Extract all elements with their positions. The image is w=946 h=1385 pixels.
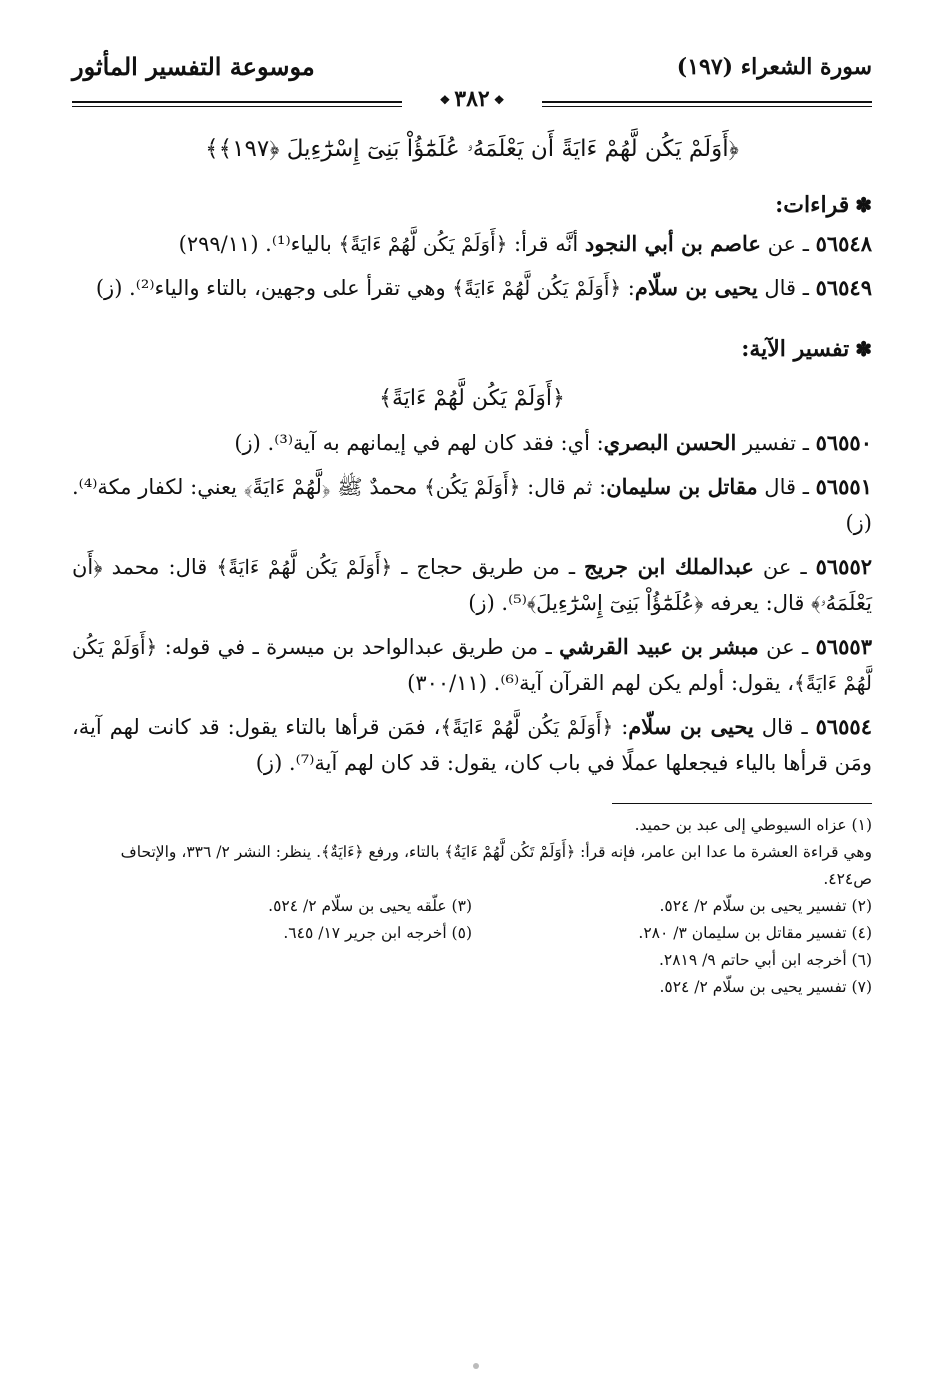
entry [72, 270, 872, 306]
entry-text: : [621, 276, 635, 300]
narrator-name: عبدالملك ابن جريج [584, 554, 754, 579]
entry-number: ٥٦٥٥١ [815, 474, 872, 499]
footnotes [72, 812, 872, 1001]
section-title: قراءات: [775, 192, 850, 218]
footnote: (٤) تفسير مقاتل بن سليمان ٣/ ٢٨٠. [638, 924, 872, 942]
entry-text: ـ عن [758, 635, 816, 659]
centered-verse: ﴿أَوَلَمْ يَكُن لَّهُمْ ءَايَةً﴾ [379, 386, 565, 411]
entry [72, 709, 872, 781]
page-header [72, 40, 872, 110]
entry-number: ٥٦٥٤٨ [815, 231, 872, 256]
entry-text: أنَّه قرأ: [507, 232, 585, 256]
entry-text: وهي تقرأ على وجهين، بالتاء والياء⁽²⁾. (ز) [95, 276, 453, 300]
entry-text: ـ تفسير [736, 431, 816, 455]
section-readings [72, 192, 872, 218]
entry-text: ـ من طريق عبدالواحد بن ميسرة ـ في قوله: [157, 635, 560, 659]
surah-title: سورة الشعراء (١٩٧) [676, 54, 872, 80]
page-mark [473, 1363, 479, 1369]
entry-number: ٥٦٥٥٣ [815, 634, 872, 659]
entry [72, 425, 872, 461]
footnote: (٣) علّقه يحيى بن سلّام ٢/ ٥٢٤. [268, 897, 472, 915]
entry [72, 549, 872, 621]
entry-text: ، يقول: أولم يكن لهم القرآن آية⁽⁶⁾. (٣٠٠/١١) [407, 671, 795, 695]
footnote: (١) عزاه السيوطي إلى عبد بن حميد. [634, 816, 872, 834]
ornament-icon: ❖ [439, 93, 451, 107]
entry-number: ٥٦٥٤٩ [815, 275, 872, 300]
footnote-row [72, 893, 872, 920]
entry-text: ـ قال [757, 276, 816, 300]
book-title: موسوعة التفسير المأثور [72, 52, 315, 81]
quran-quote: ﴿أَوَلَمْ يَكُن﴾ [424, 475, 521, 499]
entry-text: ـ عن [753, 555, 816, 579]
footnote: (٥) أخرجه ابن جرير ١٧/ ٦٤٥. [283, 924, 472, 942]
narrator-name: يحيى بن سلّام [628, 714, 754, 739]
footnote-row [72, 920, 872, 947]
entry-number: ٥٦٥٥٢ [815, 554, 873, 579]
quran-quote: ﴿أَوَلَمْ يَكُن لَّهُمْ ءَايَةً﴾ [72, 635, 872, 695]
main-verse: ﴿أَوَلَمْ يَكُن لَّهُمْ ءَايَةً أَن يَعْلَمَهُۥ عُلَمَٰٓؤُاْ بَنِىٓ إِسْرَٰٓءِيلَ ﴿١٩٧﴾﴾ [205, 136, 739, 162]
entry-text: ـ من طريق حجاج ـ [392, 555, 585, 579]
flower-icon: ✽ [855, 337, 872, 361]
entry [72, 629, 872, 701]
narrator-name: مبشر بن عبيد القرشي [559, 634, 759, 659]
quran-quote: ﴿أَوَلَمْ يَكُن لَّهُمْ ءَايَةً﴾ [440, 715, 614, 739]
footnote: (٧) تفسير يحيى بن سلّام ٢/ ٥٢٤. [659, 978, 872, 996]
footnote: (٢) تفسير يحيى بن سلّام ٢/ ٥٢٤. [659, 897, 872, 915]
entry-text: ـ قال [757, 475, 816, 499]
narrator-name: يحيى بن سلّام [634, 275, 758, 300]
footnote: (٦) أخرجه ابن أبي حاتم ٩/ ٢٨١٩. [658, 951, 872, 969]
footnote: وهي قراءة العشرة ما عدا ابن عامر، فإنه قرأ: ﴿أَوَلَمْ تَكُن لَّهُمْ ءَايَةٌ﴾ بالتاء، ورفع ﴿ءَايَةٌ﴾. ينظر: النشر ٢/ ٣٣٦، والإتحاف ص٤٢٤. [120, 843, 872, 888]
entry-text: : [613, 715, 629, 739]
entry-text: محمدٌ ﷺ ﴿لَّهُمْ ءَايَةً﴾ يعني: لكفار مكة⁽⁴⁾. (ز) [72, 475, 872, 535]
page [72, 40, 872, 1001]
entry-text: قال: محمد ﴿أَن يَعْلَمَهُۥ﴾ قال: يعرفه ﴿عُلَمَٰٓؤُاْ بَنِىٓ إِسْرَٰٓءِيلَ﴾⁽⁵⁾. (ز) [72, 555, 872, 615]
entry-number: ٥٦٥٥٤ [815, 714, 872, 739]
flower-icon: ✽ [855, 193, 872, 217]
entry-text: : أي: فقد كان لهم في إيمانهم به آية⁽³⁾. (ز) [234, 431, 604, 455]
quran-quote: ﴿أَوَلَمْ يَكُن لَّهُمْ ءَايَةً﴾ [216, 555, 393, 579]
narrator-name: عاصم بن أبي النجود [584, 231, 761, 256]
entry-text: : ثم قال: [520, 475, 607, 499]
entry-text: ـ قال [753, 715, 816, 739]
quran-quote: ﴿أَوَلَمْ يَكُن لَّهُمْ ءَايَةً﴾ [338, 232, 508, 256]
narrator-name: الحسن البصري [603, 430, 737, 455]
entry-number: ٥٦٥٥٠ [815, 430, 872, 455]
section-tafsir [72, 336, 872, 362]
section-title: تفسير الآية: [741, 336, 850, 362]
quran-quote: ﴿أَوَلَمْ يَكُن لَّهُمْ ءَايَةً﴾ [452, 276, 622, 300]
ornament-icon: ❖ [493, 93, 505, 107]
entry-text: ، فمَن قرأها بالتاء يقول: قد كانت لهم آية، ومَن قرأها بالياء فيجعلها عملًا في باب كان، يقول: قد كان لهم آية⁽⁷⁾. (ز) [72, 715, 872, 775]
entry-text: بالياء⁽¹⁾. (٢٩٩/١١) [178, 232, 339, 256]
page-number-block [72, 86, 872, 112]
page-number: ٣٨٢ [454, 86, 490, 112]
entry [72, 469, 872, 541]
entry-text: ـ عن [760, 232, 816, 256]
footnote-divider [612, 803, 872, 804]
narrator-name: مقاتل بن سليمان [606, 474, 758, 499]
entry [72, 226, 872, 262]
